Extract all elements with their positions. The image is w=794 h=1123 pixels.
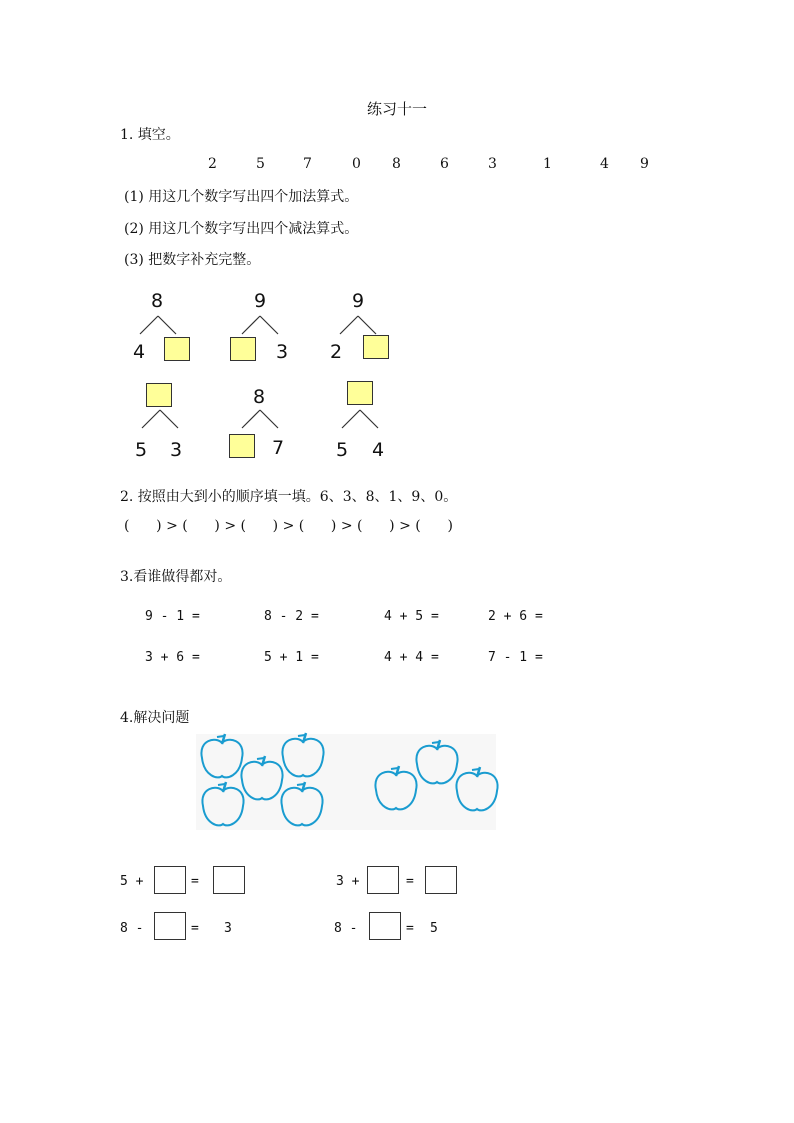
equation: 3 + 6 = xyxy=(145,650,200,665)
bond-top-number: 8 xyxy=(151,290,164,312)
equals-sign: = xyxy=(191,874,199,889)
digit: 0 xyxy=(352,156,361,172)
sub-question-2: (2) 用这几个数字写出四个减法算式。 xyxy=(124,221,359,237)
digit: 4 xyxy=(600,156,609,172)
bond-left-number: 2 xyxy=(330,341,343,363)
page-title: 练习十一 xyxy=(366,100,427,118)
equation: 5 + 1 = xyxy=(264,650,319,665)
question-4-heading: 4.解决问题 xyxy=(120,710,190,726)
digit: 1 xyxy=(543,156,552,172)
answer-box[interactable] xyxy=(213,866,245,894)
bond-right-number: 3 xyxy=(170,439,183,461)
digit: 8 xyxy=(392,156,401,172)
digit: 6 xyxy=(440,156,449,172)
equation: 9 - 1 = xyxy=(145,609,200,624)
bond-left-number: 5 xyxy=(336,439,349,461)
bond-left-number: 4 xyxy=(133,341,146,363)
sub-question-3: (3) 把数字补充完整。 xyxy=(124,252,261,268)
digit: 3 xyxy=(488,156,497,172)
equals-sign: = xyxy=(406,874,414,889)
bond-left-number: 5 xyxy=(135,439,148,461)
equation: 2 + 6 = xyxy=(488,609,543,624)
answer-box[interactable] xyxy=(369,912,401,940)
equation: 4 + 4 = xyxy=(384,650,439,665)
bond-right-number: 3 xyxy=(276,341,289,363)
digit: 5 xyxy=(256,156,265,172)
equals-sign: = xyxy=(191,921,199,936)
question-2-heading: 2. 按照由大到小的顺序填一填。6、3、8、1、9、0。 xyxy=(120,489,458,505)
question-3-heading: 3.看谁做得都对。 xyxy=(120,569,232,585)
question-1-heading: 1. 填空。 xyxy=(120,127,180,143)
digit: 2 xyxy=(208,156,217,172)
equation-left-part: 8 - xyxy=(334,921,358,936)
answer-box[interactable] xyxy=(367,866,399,894)
equation-left-part: 8 - xyxy=(120,921,144,936)
bond-right-number: 7 xyxy=(272,437,285,459)
bond-top-number: 8 xyxy=(253,386,266,408)
order-blanks[interactable]: ( ) > ( ) > ( ) > ( ) > ( ) > ( ) xyxy=(124,518,453,534)
equals-sign: = xyxy=(406,921,414,936)
sub-question-1: (1) 用这几个数字写出四个加法算式。 xyxy=(124,189,359,205)
digit: 9 xyxy=(640,156,649,172)
answer-box[interactable] xyxy=(154,912,186,940)
equation-result: 5 xyxy=(430,921,438,936)
answer-box[interactable] xyxy=(425,866,457,894)
bond-top-number: 9 xyxy=(254,290,267,312)
answer-box[interactable] xyxy=(154,866,186,894)
bond-top-number: 9 xyxy=(352,290,365,312)
equation: 7 - 1 = xyxy=(488,650,543,665)
equation: 8 - 2 = xyxy=(264,609,319,624)
equation-left-part: 5 + xyxy=(120,874,144,889)
equation: 4 + 5 = xyxy=(384,609,439,624)
digit: 7 xyxy=(303,156,312,172)
equation-result: 3 xyxy=(224,921,232,936)
equation-left-part: 3 + xyxy=(336,874,360,889)
bond-right-number: 4 xyxy=(372,439,385,461)
